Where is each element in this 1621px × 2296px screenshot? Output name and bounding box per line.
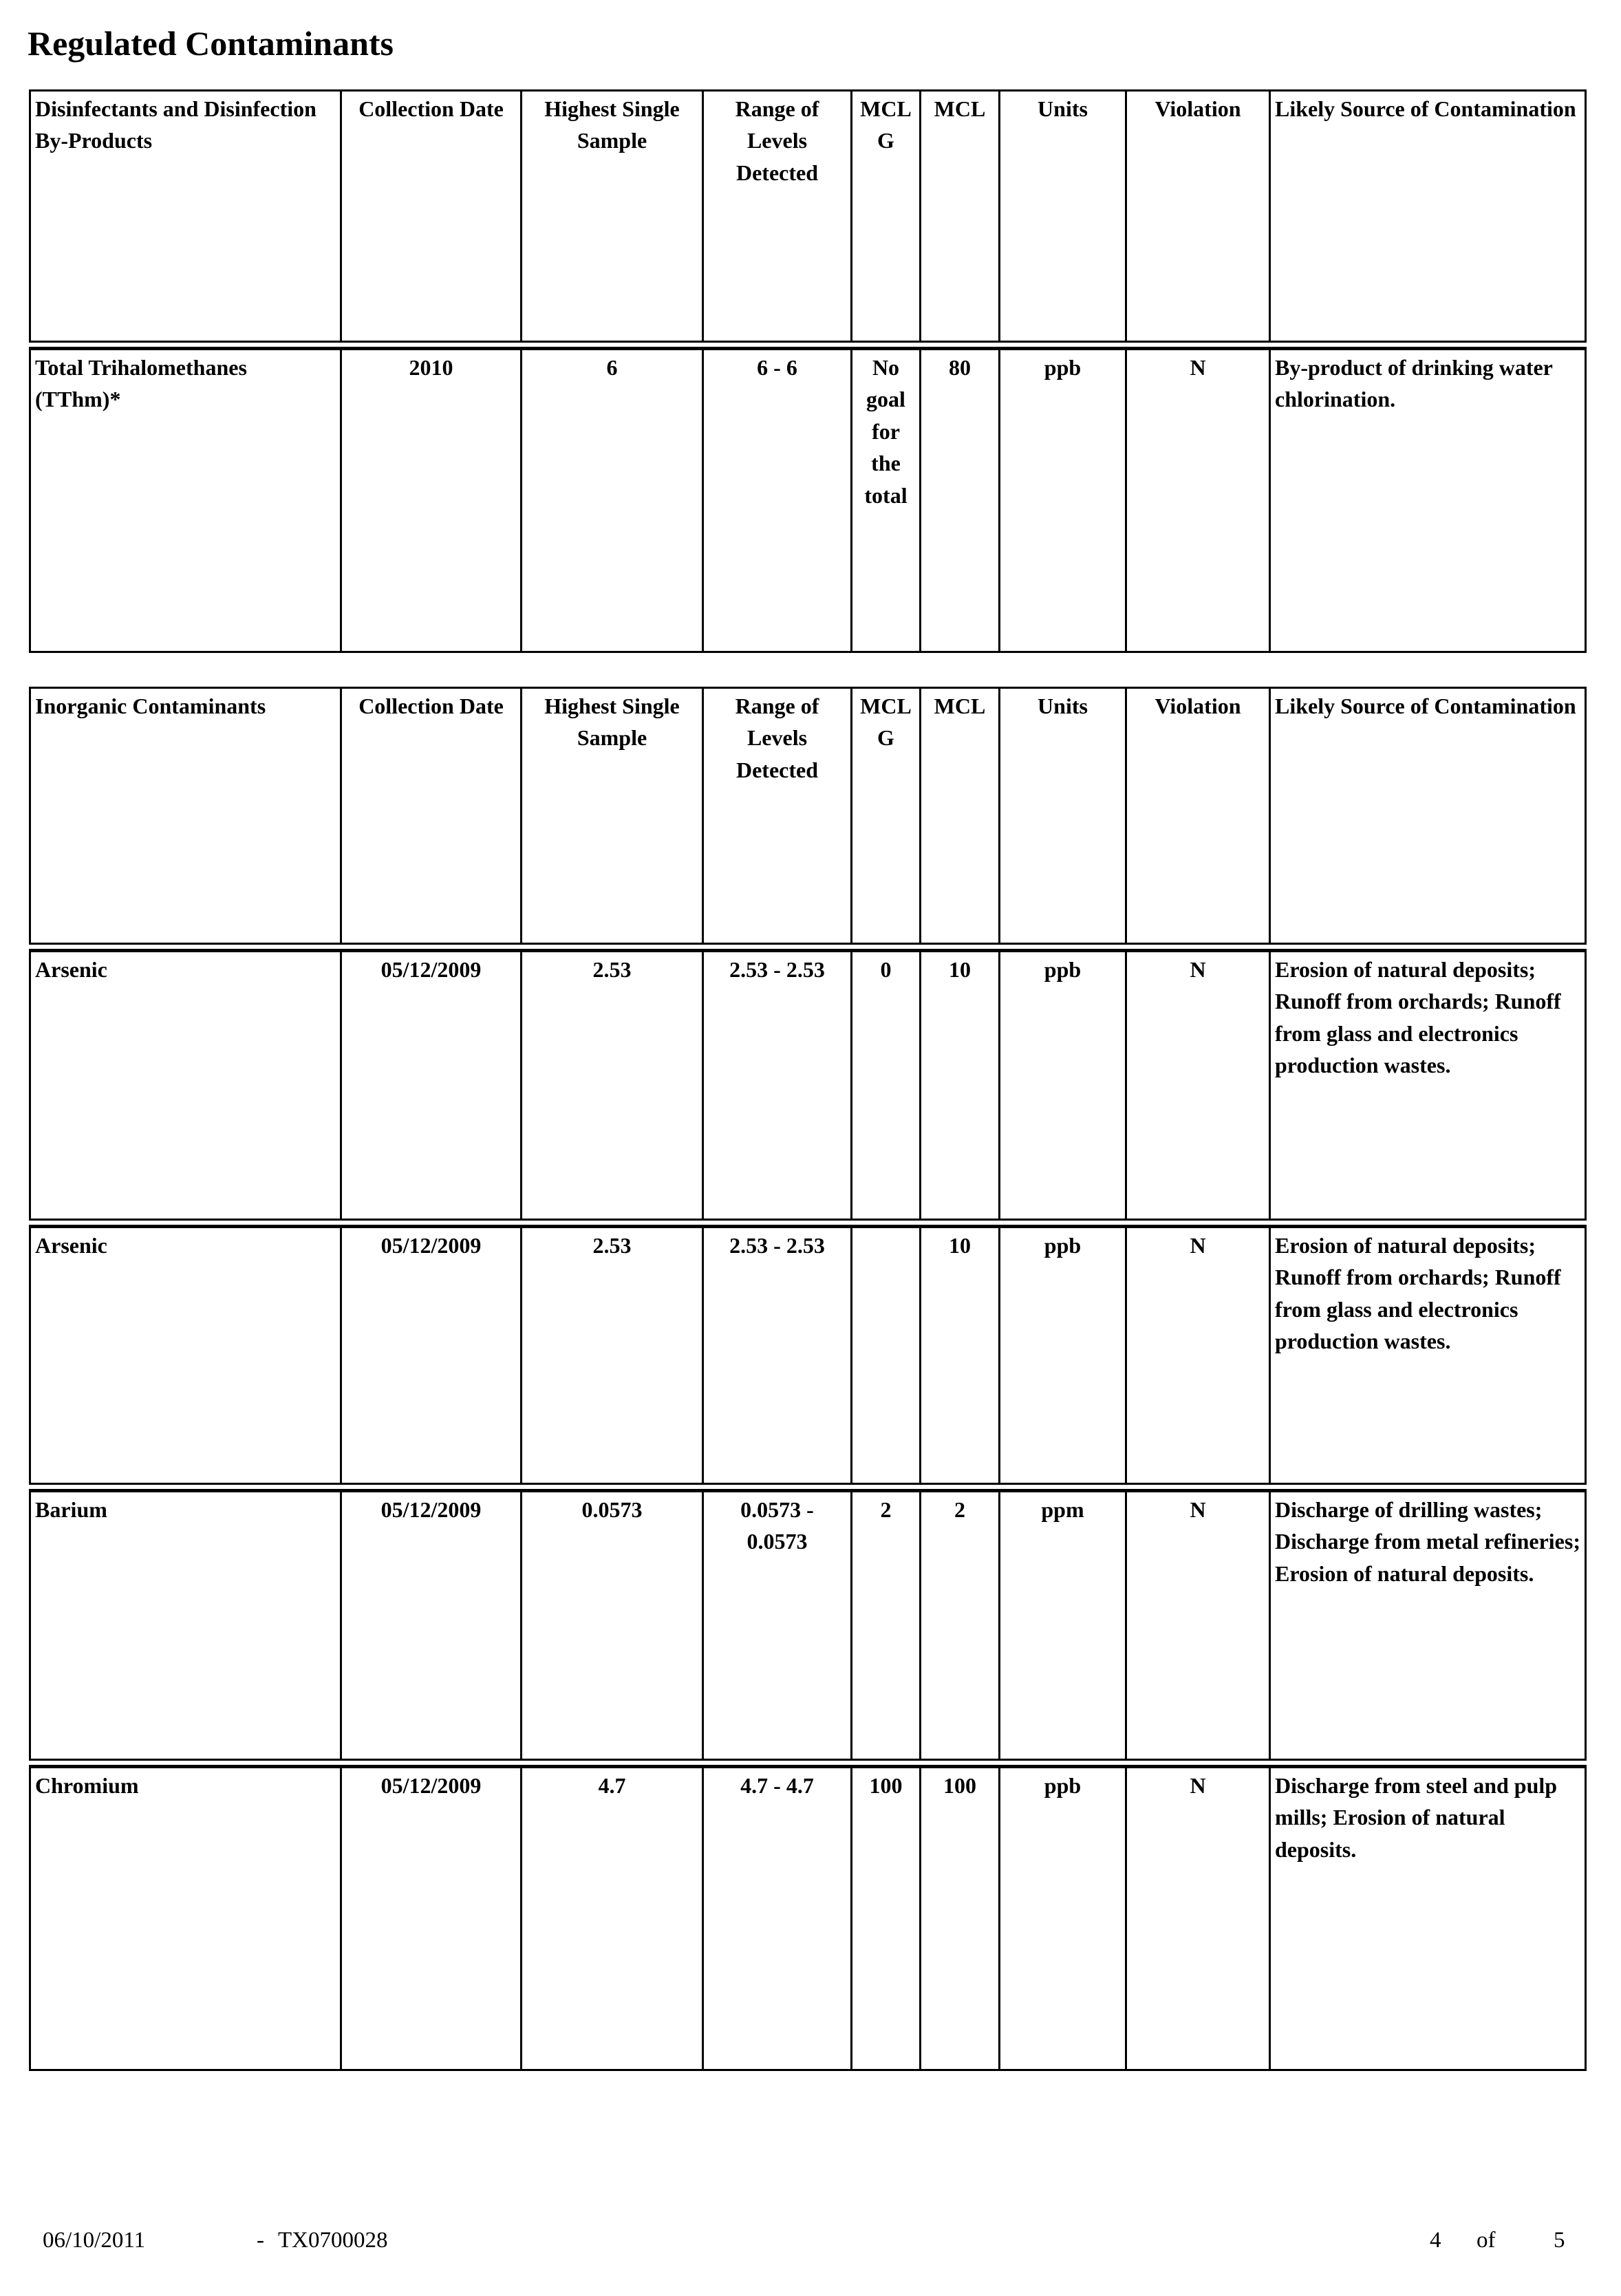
cell-contaminant: Barium	[29, 1489, 342, 1761]
col-header-violation: Violation	[1127, 687, 1271, 945]
cell-units: ppb	[1000, 347, 1127, 653]
cell-contaminant: Arsenic	[29, 949, 342, 1221]
cell-range: 6 - 6	[704, 347, 852, 653]
col-header-contaminant-group: Inorganic Contaminants	[29, 687, 342, 945]
cell-mcl: 2	[921, 1489, 1000, 1761]
col-header-violation: Violation	[1127, 89, 1271, 343]
page-footer	[0, 2228, 1621, 2269]
header-row	[29, 89, 1587, 343]
col-header-mclg: MCLG	[852, 687, 921, 945]
disinfectants-table	[29, 85, 1587, 657]
cell-violation: N	[1127, 347, 1271, 653]
cell-highest-single-sample: 2.53	[522, 949, 704, 1221]
cell-range: 4.7 - 4.7	[704, 1765, 852, 2071]
col-header-units: Units	[1000, 89, 1127, 343]
cell-collection-date: 05/12/2009	[342, 1225, 522, 1485]
cell-source: Erosion of natural deposits; Runoff from orchards; Runoff from glass and electronics production wastes.	[1271, 1225, 1587, 1485]
cell-source: Erosion of natural deposits; Runoff from orchards; Runoff from glass and electronics production wastes.	[1271, 949, 1587, 1221]
cell-mclg: 0	[852, 949, 921, 1221]
col-header-range: Range of Levels Detected	[704, 89, 852, 343]
cell-range: 2.53 - 2.53	[704, 949, 852, 1221]
cell-range: 2.53 - 2.53	[704, 1225, 852, 1485]
cell-contaminant: Arsenic	[29, 1225, 342, 1485]
footer-page-number: 4	[1430, 2228, 1441, 2253]
cell-collection-date: 2010	[342, 347, 522, 653]
cell-collection-date: 05/12/2009	[342, 1765, 522, 2071]
cell-mclg: No goal for the total	[852, 347, 921, 653]
col-header-highest-single-sample: Highest Single Sample	[522, 687, 704, 945]
cell-mclg	[852, 1225, 921, 1485]
cell-source: Discharge from steel and pulp mills; Erosion of natural deposits.	[1271, 1765, 1587, 2071]
col-header-collection-date: Collection Date	[342, 687, 522, 945]
cell-units: ppb	[1000, 1225, 1127, 1485]
cell-violation: N	[1127, 1489, 1271, 1761]
col-header-collection-date: Collection Date	[342, 89, 522, 343]
cell-units: ppb	[1000, 949, 1127, 1221]
table-inorganic-section	[29, 683, 1587, 2075]
cell-mcl: 80	[921, 347, 1000, 653]
cell-mcl: 100	[921, 1765, 1000, 2071]
table-row	[29, 1765, 1587, 2071]
cell-units: ppm	[1000, 1489, 1127, 1761]
page-title: Regulated Contaminants	[28, 23, 394, 63]
cell-source: By-product of drinking water chlorination.	[1271, 347, 1587, 653]
footer-of-label: of	[1477, 2228, 1496, 2253]
cell-highest-single-sample: 0.0573	[522, 1489, 704, 1761]
cell-highest-single-sample: 4.7	[522, 1765, 704, 2071]
col-header-source: Likely Source of Contamination	[1271, 687, 1587, 945]
table-row	[29, 1489, 1587, 1761]
inorganic-table	[29, 683, 1587, 2075]
cell-violation: N	[1127, 949, 1271, 1221]
footer-total-pages: 5	[1554, 2228, 1565, 2253]
cell-mcl: 10	[921, 949, 1000, 1221]
cell-collection-date: 05/12/2009	[342, 1489, 522, 1761]
cell-highest-single-sample: 2.53	[522, 1225, 704, 1485]
cell-violation: N	[1127, 1225, 1271, 1485]
cell-violation: N	[1127, 1765, 1271, 2071]
cell-contaminant: Total Trihalomethanes (TThm)*	[29, 347, 342, 653]
cell-contaminant: Chromium	[29, 1765, 342, 2071]
footer-separator: -	[257, 2228, 264, 2253]
cell-mclg: 2	[852, 1489, 921, 1761]
footer-date: 06/10/2011	[43, 2228, 146, 2253]
table-row	[29, 949, 1587, 1221]
col-header-highest-single-sample: Highest Single Sample	[522, 89, 704, 343]
cell-mclg: 100	[852, 1765, 921, 2071]
col-header-contaminant-group: Disinfectants and Disinfection By-Products	[29, 89, 342, 343]
cell-highest-single-sample: 6	[522, 347, 704, 653]
col-header-mclg: MCLG	[852, 89, 921, 343]
cell-collection-date: 05/12/2009	[342, 949, 522, 1221]
table-disinfectants-section	[29, 85, 1587, 657]
col-header-source: Likely Source of Contamination	[1271, 89, 1587, 343]
cell-mcl: 10	[921, 1225, 1000, 1485]
table-row	[29, 1225, 1587, 1485]
col-header-range: Range of Levels Detected	[704, 687, 852, 945]
cell-units: ppb	[1000, 1765, 1127, 2071]
col-header-units: Units	[1000, 687, 1127, 945]
col-header-mcl: MCL	[921, 687, 1000, 945]
table-row	[29, 347, 1587, 653]
header-row	[29, 687, 1587, 945]
cell-range: 0.0573 - 0.0573	[704, 1489, 852, 1761]
footer-system-id: TX0700028	[278, 2228, 388, 2253]
cell-source: Discharge of drilling wastes; Discharge from metal refineries; Erosion of natural deposits.	[1271, 1489, 1587, 1761]
col-header-mcl: MCL	[921, 89, 1000, 343]
